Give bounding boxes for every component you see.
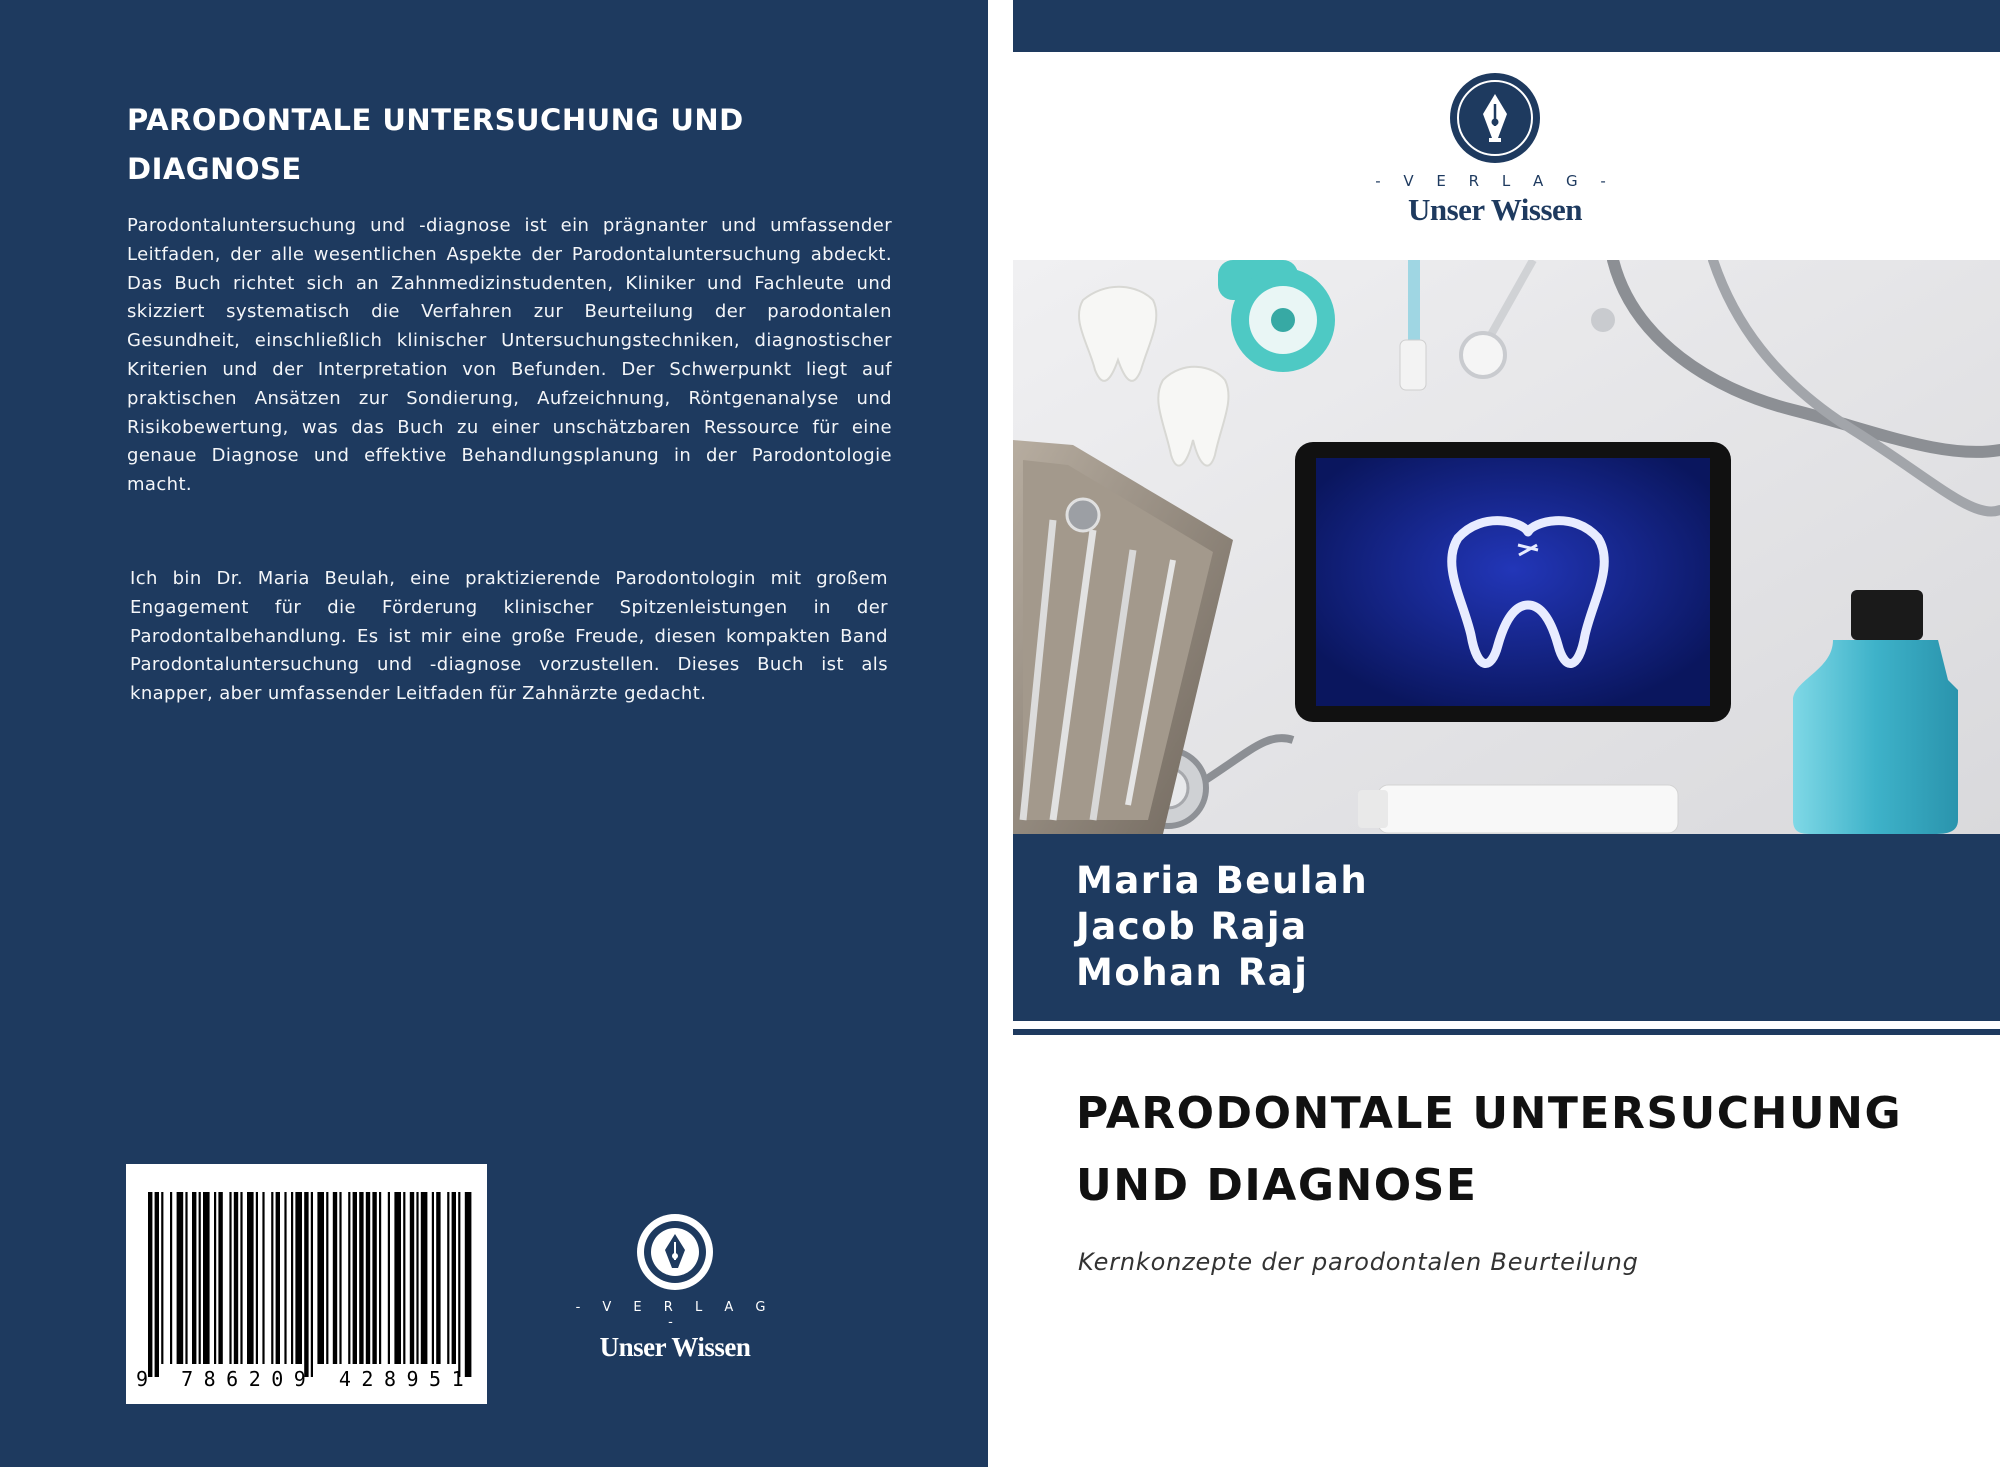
barcode-bar xyxy=(465,1192,472,1377)
tablet-with-tooth-icon xyxy=(1295,442,1731,722)
author-list xyxy=(1076,858,1368,996)
barcode-bar xyxy=(177,1192,184,1364)
barcode-bar xyxy=(447,1192,449,1364)
author-name: Mohan Raj xyxy=(1076,951,1309,994)
divider-rule xyxy=(1013,1029,2000,1035)
barcode-bar xyxy=(304,1192,308,1377)
book-description: Parodontaluntersuchung und -diagnose ist ein prägnanter und umfassender Leitfaden, der alle wesentlichen Aspekte der Parodontaluntersuchung abdeckt. Das Buch richtet sich an Zahnmedizinstudenten, Kliniker und Fachleute und skizziert systematisch die Verfahren zur Beurteilung der parodontalen Gesundheit, einschließlich klinischer Untersuchungstechniken, diagnostischer Kriterien und der Interpretation von Befunden. Der Schwerpunkt liegt auf praktischen Ansätzen zur Sondierung, Aufzeichnung, Röntgenanalyse und Risikobewertung, was das Buch zu einer unschätzbaren Ressource für eine genaue Diagnose und effektive Behandlungsplanung in der Parodontologie macht. xyxy=(127,215,892,496)
barcode-bar xyxy=(311,1192,313,1377)
barcode-bar xyxy=(436,1192,440,1364)
barcode-bar xyxy=(410,1192,414,1364)
barcode-bar xyxy=(291,1192,293,1364)
barcode-bar xyxy=(452,1192,456,1364)
author-bio: Ich bin Dr. Maria Beulah, eine praktizierende Parodontologin mit großem Engagement für die Förderung klinischer Spitzenleistungen in der Parodontalbehandlung. Es ist mir eine große Freude, diesen kompakten Band Parodontaluntersuchung und -diagnose vorzustellen. Dieses Buch ist als knapper, aber umfassender Leitfaden für Zahnärzte gedacht. xyxy=(130,568,888,705)
toothpaste-tube xyxy=(1358,785,1678,833)
barcode-bar xyxy=(388,1192,390,1364)
barcode-bar xyxy=(339,1192,341,1364)
back-cover xyxy=(0,0,988,1467)
cover-photo xyxy=(1013,260,2000,834)
front-cover-subtitle: Kernkonzepte der parodontalen Beurteilung xyxy=(1078,1248,1639,1276)
spine-gutter xyxy=(988,0,1013,1467)
barcode-bar xyxy=(366,1192,370,1364)
barcode-bar xyxy=(240,1192,242,1364)
barcode-bar xyxy=(214,1192,216,1364)
barcode-bar xyxy=(192,1192,196,1364)
publisher-name: Unser Wissen xyxy=(1407,192,1583,227)
verlag-label: - V E R L A G - xyxy=(1375,172,1615,190)
barcode-bar xyxy=(421,1192,428,1364)
barcode-bar xyxy=(353,1192,357,1364)
barcode-bar xyxy=(203,1192,210,1364)
author-name: Maria Beulah xyxy=(1076,859,1369,902)
barcode-bar xyxy=(284,1192,286,1364)
barcode-bar xyxy=(295,1192,302,1364)
barcode-bar xyxy=(148,1192,152,1377)
authors-band xyxy=(1013,834,2000,1021)
barcode-bar xyxy=(379,1192,381,1364)
barcode-bar xyxy=(432,1192,434,1364)
isbn-number: 9 786209 428951 xyxy=(136,1367,475,1391)
barcode-bar xyxy=(218,1192,222,1364)
barcode-bar xyxy=(199,1192,201,1364)
barcode-bar xyxy=(359,1192,363,1364)
publisher-name: Unser Wissen xyxy=(599,1332,751,1362)
barcode-bar xyxy=(247,1192,254,1364)
barcode-bar xyxy=(403,1192,405,1364)
barcode-bar xyxy=(185,1192,187,1364)
barcode-bar xyxy=(394,1192,401,1364)
front-top-bar xyxy=(1013,0,2000,52)
publisher-logo-front xyxy=(1360,72,1630,228)
barcode-bar xyxy=(170,1192,172,1364)
back-cover-title: PARODONTALE UNTERSUCHUNG UND DIAGNOSE xyxy=(127,103,744,186)
barcode-bar xyxy=(229,1192,231,1364)
barcode-bar xyxy=(276,1192,280,1364)
barcode-bar xyxy=(333,1192,337,1364)
verlag-label: - V E R L A G - xyxy=(575,1300,775,1330)
barcode-bar xyxy=(256,1192,258,1364)
fountain-pen-seal-icon xyxy=(635,1212,715,1292)
barcode-bar xyxy=(317,1192,324,1364)
barcode-bar xyxy=(155,1192,159,1377)
barcode-bar xyxy=(372,1192,376,1364)
barcode-bar xyxy=(326,1192,328,1364)
publisher-logo-back xyxy=(565,1212,785,1363)
author-name: Jacob Raja xyxy=(1076,905,1308,948)
barcode-bar xyxy=(348,1192,350,1364)
barcode-bar xyxy=(416,1192,418,1364)
barcode-bar xyxy=(262,1192,264,1364)
barcode-bar xyxy=(458,1192,460,1377)
fountain-pen-seal-icon xyxy=(1449,72,1541,164)
barcode-bar xyxy=(161,1192,163,1364)
barcode-bar xyxy=(234,1192,238,1364)
isbn-barcode xyxy=(126,1164,487,1404)
barcode-bar xyxy=(271,1192,273,1364)
front-cover-title: PARODONTALE UNTERSUCHUNG UND DIAGNOSE xyxy=(1076,1088,1903,1211)
